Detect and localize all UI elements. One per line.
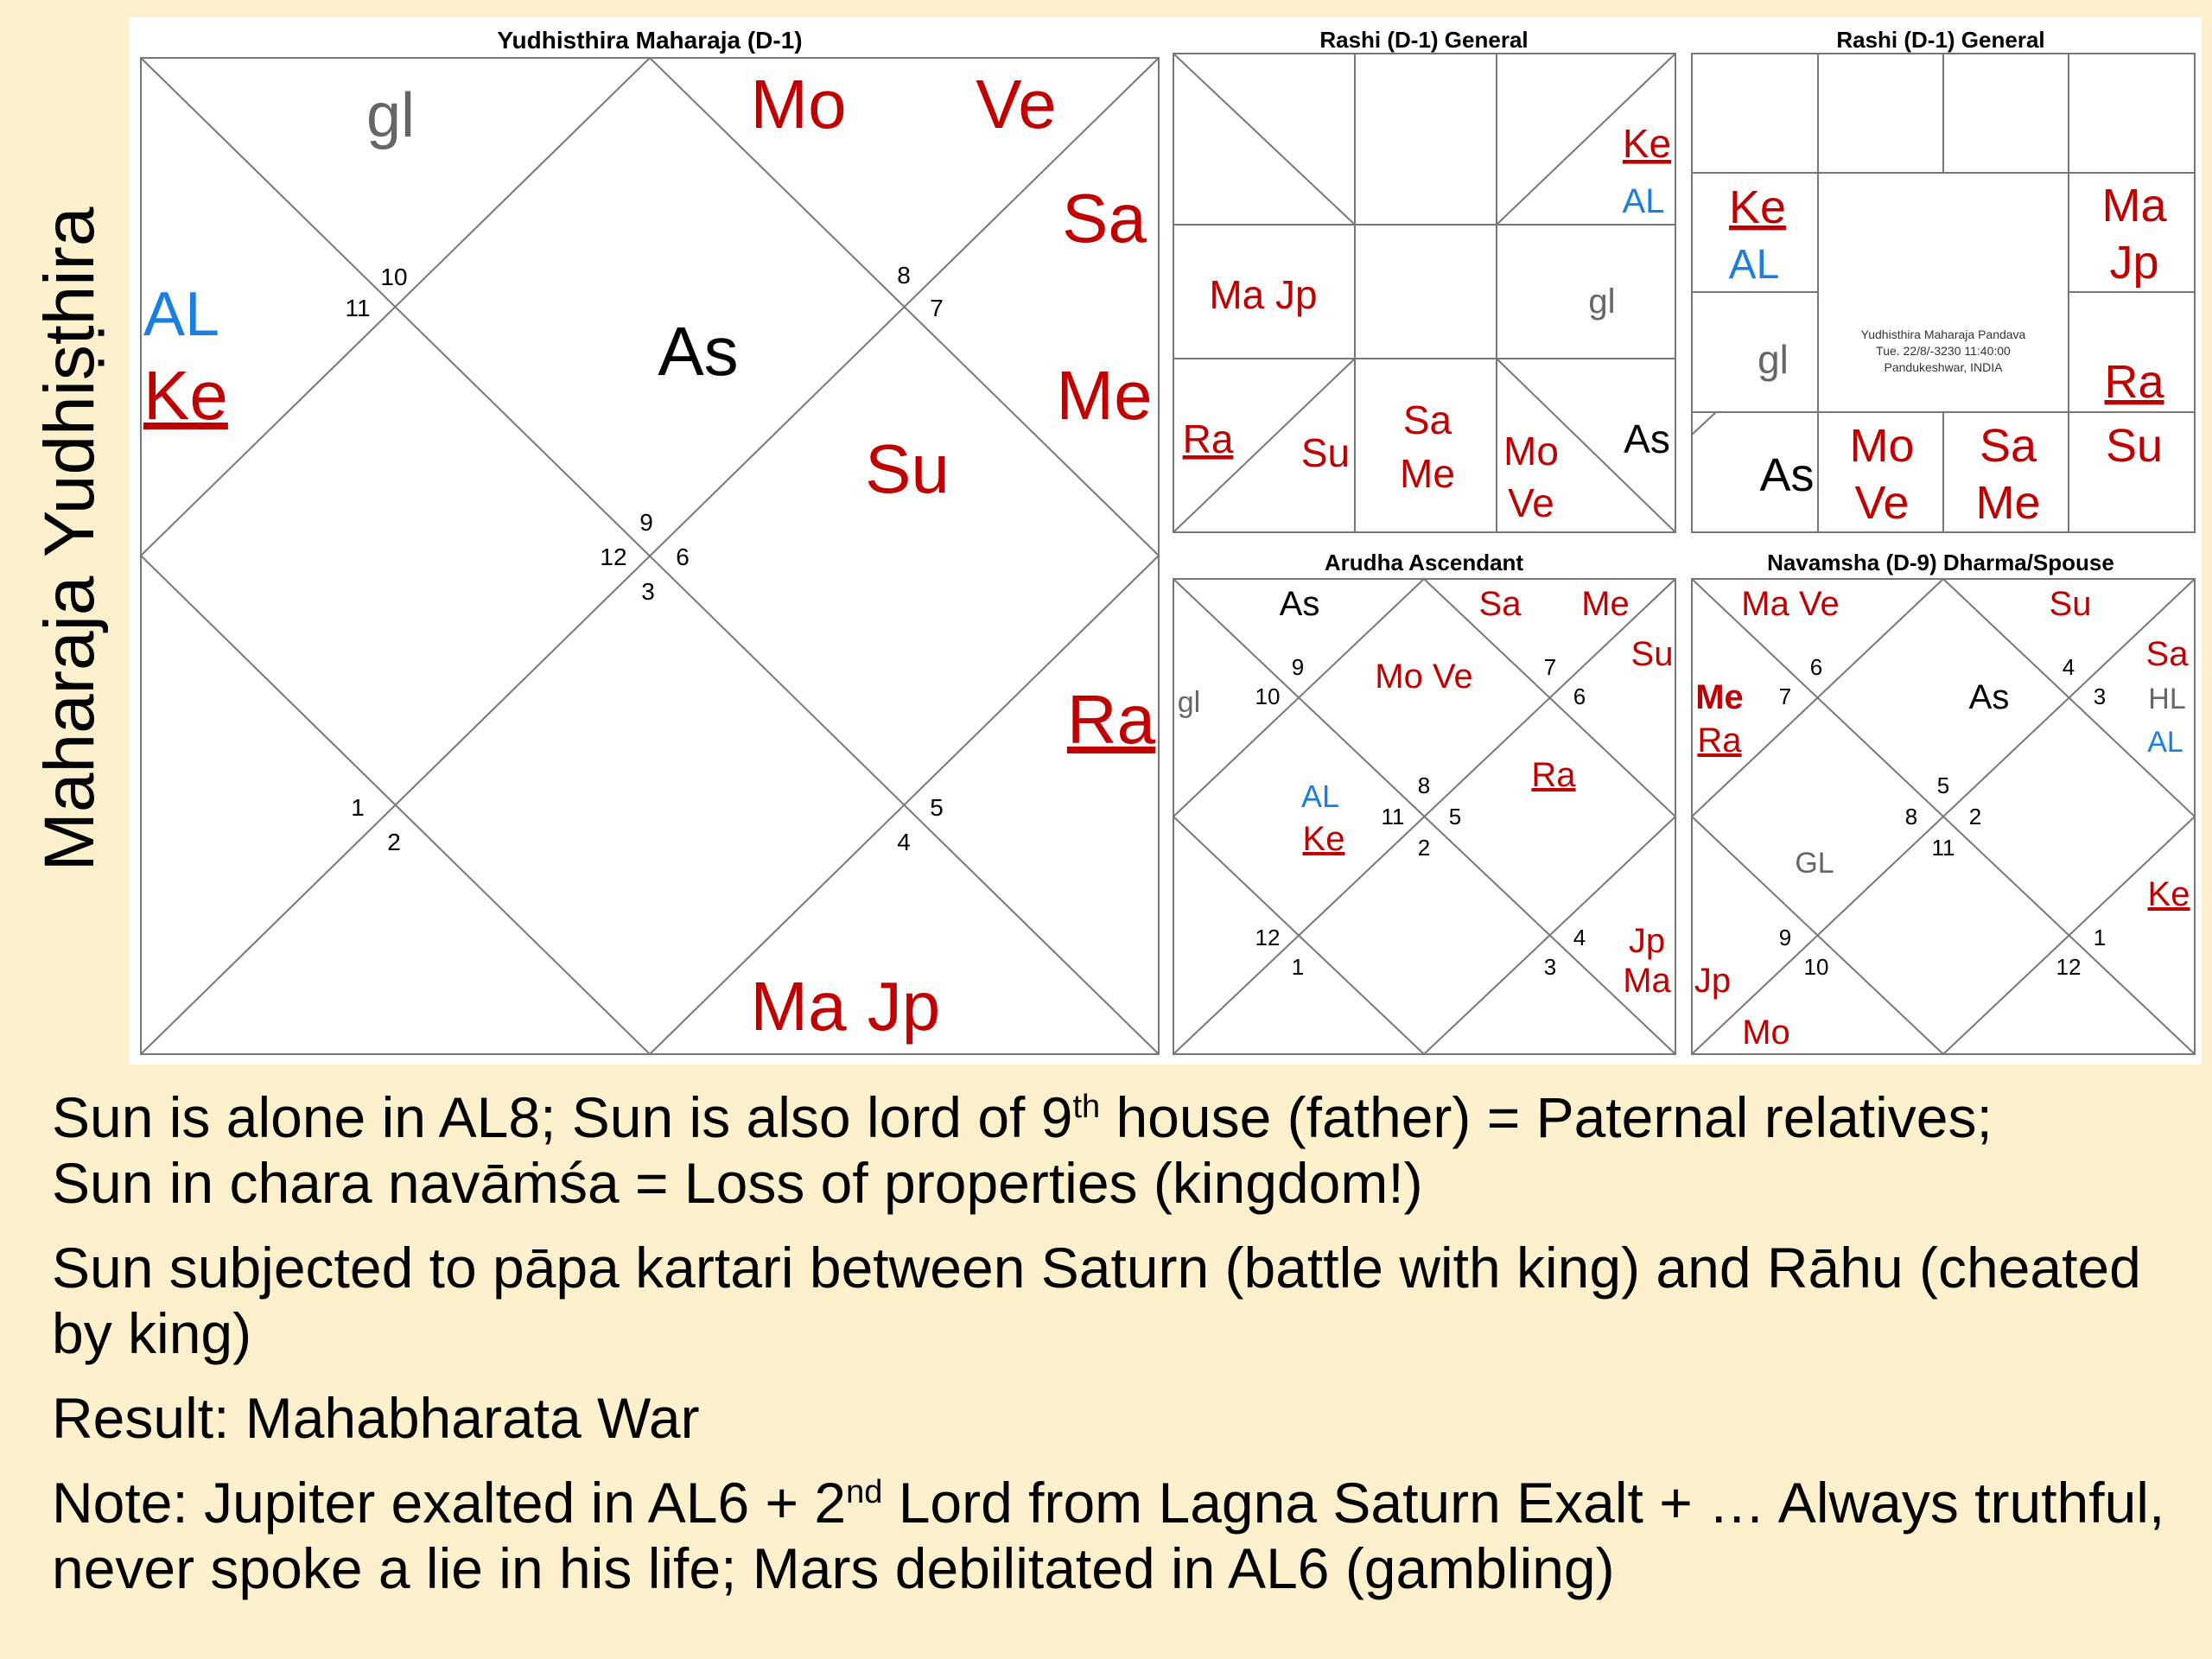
planet-label: Me [1581, 585, 1630, 623]
planet-label: Ma Ve [1741, 585, 1840, 623]
planet-label: Ve [1508, 480, 1554, 525]
note-text: house (father) = Paternal relatives; [1100, 1085, 1993, 1149]
notes [52, 1084, 2177, 1620]
house-number: 11 [1931, 835, 1955, 861]
planet-label: Mo [1849, 420, 1915, 472]
house-number: 6 [1573, 683, 1586, 709]
house-number: 6 [1809, 654, 1823, 680]
house-number: 9 [639, 509, 653, 536]
planet-label: Sa [1402, 397, 1452, 442]
planet-label: Su [865, 430, 950, 507]
planet-label: Ve [1854, 477, 1910, 529]
house-number: 5 [930, 794, 944, 821]
chart-main [141, 27, 1159, 1054]
planet-label: Sa [1478, 585, 1522, 623]
house-number: 3 [1543, 954, 1557, 980]
house-number: 3 [641, 578, 655, 605]
house-number: 4 [2062, 654, 2075, 680]
house-number: 11 [1381, 804, 1405, 830]
house-number: 7 [1778, 683, 1792, 709]
planet-labels [1183, 121, 1672, 525]
house-number: 12 [1255, 925, 1281, 950]
ascendant-label: As [1968, 678, 2010, 716]
house-number: 4 [897, 829, 911, 855]
planet-label: Mo Ve [1375, 658, 1473, 696]
arudha-label: AL [1300, 779, 1340, 814]
planet-label: Sa [1062, 180, 1147, 257]
house-number: 4 [1573, 925, 1586, 950]
house-number: 12 [2056, 954, 2082, 980]
planet-label: Ma Jp [1209, 272, 1318, 317]
ascendant-label: As [1759, 449, 1815, 501]
note-paragraph: Result: Mahabharata War [52, 1386, 700, 1450]
planet-label: Ma [1623, 962, 1671, 1000]
planet-label: Mo [750, 66, 847, 143]
house-number: 8 [1904, 804, 1918, 830]
center-info-line: Tue. 22/8/-3230 11:40:00 [1876, 344, 2011, 358]
center-info-line: Yudhisthira Maharaja Pandava [1860, 327, 2026, 341]
planet-label: Ra [1182, 416, 1234, 461]
house-number: 10 [380, 264, 408, 290]
planet-label: Jp [1694, 962, 1732, 1000]
center-info-line: Pandukeshwar, INDIA [1884, 360, 2003, 374]
note-text: Note: Jupiter exalted in AL6 + 2 [52, 1471, 847, 1535]
ascendant-label: As [658, 313, 739, 390]
planet-label: Mo [1503, 429, 1559, 474]
chart-center-info [1861, 327, 2026, 374]
planet-label: Sa [1979, 420, 2037, 472]
planet-label: Me [1695, 678, 1744, 716]
arudha-label: AL [2147, 726, 2183, 759]
side-title: Maharaja Yudhiṣṭhira [30, 207, 109, 872]
house-number: 1 [2093, 925, 2107, 950]
planet-label: Su [1630, 635, 1674, 673]
arudha-label: AL [143, 280, 220, 349]
ascendant-label: As [1624, 416, 1670, 461]
planet-label: Ke [143, 357, 228, 434]
house-number: 8 [897, 262, 911, 289]
planet-label: Ra [2104, 356, 2164, 408]
chart-grid [1173, 579, 1675, 1054]
planet-label: Ke [1622, 121, 1672, 166]
planet-label: HL [2148, 683, 2186, 715]
house-number: 5 [1936, 772, 1950, 798]
planet-label: gl [1588, 283, 1616, 321]
note-paragraph [52, 1470, 2177, 1601]
house-number: 11 [345, 295, 371, 321]
planet-label: Mo [1742, 1014, 1790, 1052]
house-number: 12 [600, 543, 627, 570]
chart-grid [141, 58, 1159, 1054]
planet-label: Jp [2109, 237, 2159, 289]
house-number: 2 [1417, 835, 1431, 861]
planet-label: Ke [2147, 875, 2190, 913]
house-number: 7 [1543, 654, 1557, 680]
planet-label: Ra [1066, 681, 1156, 758]
house-number: 7 [930, 295, 944, 321]
chart-title: Yudhisthira Maharaja (D-1) [497, 27, 803, 54]
chart-title: Arudha Ascendant [1324, 550, 1524, 575]
planet-label: GL [1795, 847, 1834, 880]
planet-label: Su [2105, 420, 2164, 472]
note-paragraph [52, 1084, 2177, 1216]
house-number: 10 [1803, 954, 1829, 980]
house-number: 9 [1291, 654, 1305, 680]
note-text: Lord from Lagna Saturn Exalt + … Always truthful, never spoke a lie in his life; Mars debilitated in AL6 (gambling) [52, 1471, 2165, 1600]
planet-label: Ke [1302, 820, 1345, 858]
note-superscript: th [1072, 1089, 1101, 1125]
planet-label: Ra [1531, 756, 1576, 794]
house-number: 3 [2093, 683, 2107, 709]
chart-grid [1692, 579, 2195, 1054]
chart-rashi-1 [1173, 27, 1675, 532]
house-number: 9 [1778, 925, 1792, 950]
planet-label: Ma [750, 968, 847, 1045]
note-text: Sun is alone in AL8; Sun is also lord of 9 [52, 1085, 1073, 1149]
planet-label: Ra [1697, 721, 1742, 760]
chart-title: Rashi (D-1) General [1319, 27, 1529, 53]
house-number: 10 [1255, 683, 1281, 709]
chart-title: Rashi (D-1) General [1836, 27, 2045, 53]
planet-label: Su [1300, 430, 1351, 475]
planet-label: gl [1177, 686, 1201, 719]
planet-label: Ke [1728, 181, 1787, 233]
planet-label: Jp [867, 968, 941, 1045]
arudha-label: AL [1622, 182, 1665, 220]
house-number: 5 [1448, 804, 1462, 830]
note-superscript: nd [846, 1474, 883, 1510]
planet-label: Jp [1628, 922, 1666, 960]
note-text: Sun in chara navāṁśa = Loss of properties (kingdom!) [52, 1151, 1423, 1215]
chart-navamsha [1692, 550, 2195, 1054]
planet-label: Me [1975, 477, 2041, 529]
planet-label: Sa [2145, 635, 2189, 673]
house-number: 2 [1968, 804, 1982, 830]
house-number: 1 [1291, 954, 1305, 980]
planet-label: gl [365, 81, 416, 150]
planet-label: Su [2049, 585, 2092, 623]
chart-rashi-2 [1692, 27, 2195, 532]
house-number: 1 [351, 794, 365, 821]
house-number: 8 [1417, 772, 1431, 798]
planet-label: gl [1758, 337, 1789, 382]
chart-arudha [1173, 550, 1675, 1054]
planet-label: Me [1056, 357, 1153, 434]
note-paragraph: Sun subjected to pāpa kartari between Saturn (battle with king) and Rāhu (cheated by king) [52, 1236, 2141, 1365]
house-number: 2 [387, 829, 401, 855]
planet-label: Ma [2101, 180, 2167, 232]
chart-title: Navamsha (D-9) Dharma/Spouse [1767, 550, 2114, 575]
planet-label: Ve [976, 66, 1057, 143]
planet-label: Me [1400, 451, 1455, 496]
house-number: 6 [676, 543, 690, 570]
arudha-label: AL [1728, 242, 1780, 288]
ascendant-label: As [1279, 585, 1320, 623]
